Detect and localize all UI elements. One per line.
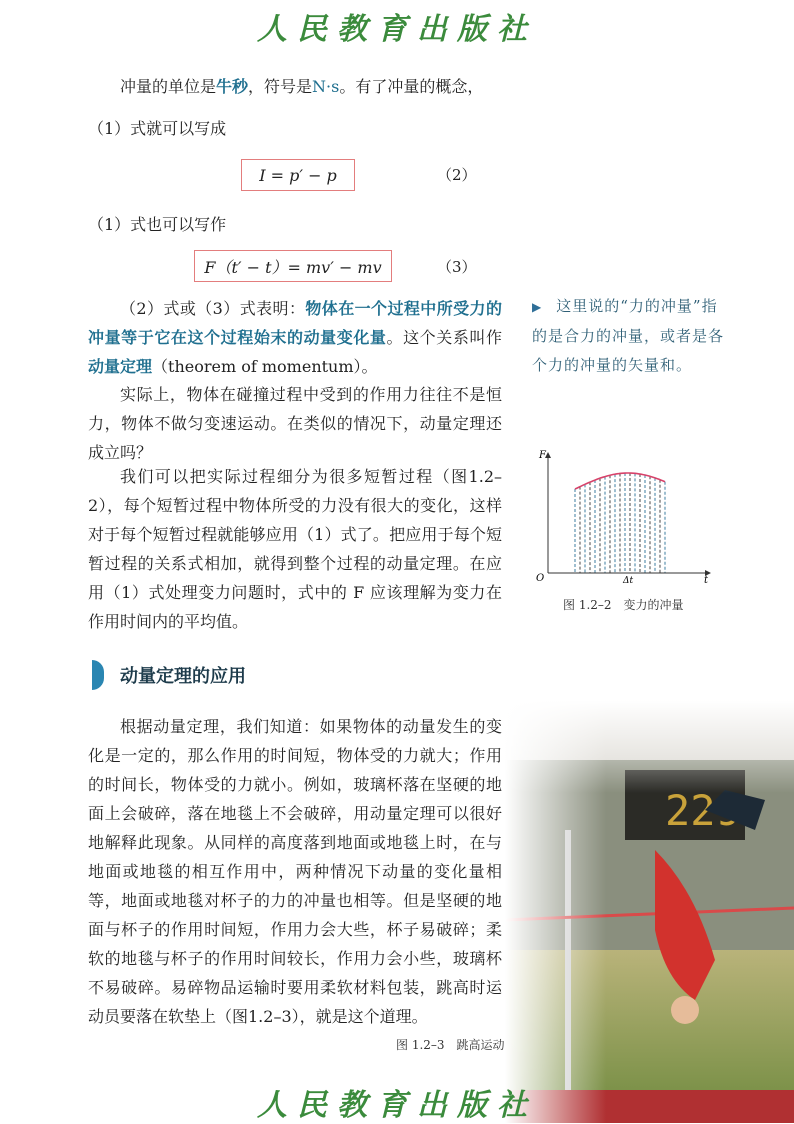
text-segment: 冲量的单位是 [120, 77, 217, 96]
unit-symbol: N·s [312, 77, 340, 96]
line-formula-intro-2: （1）式也可以写作 [88, 215, 227, 234]
section-title: 动量定理的应用 [120, 666, 246, 687]
publisher-logo-top: 人民教育出版社 [257, 12, 537, 47]
side-note [532, 292, 732, 380]
text-segment: 。有了冲量的概念， [339, 77, 484, 96]
axis-label-t: t [704, 575, 709, 586]
high-jump-photo [505, 700, 794, 1123]
line-formula-intro-1: （1）式就可以写成 [88, 119, 227, 138]
publisher-logo-bottom: 人民教育出版社 [257, 1088, 537, 1123]
equation-2: I = p′ − p [259, 165, 337, 185]
side-note-text: 这里说的“力的冲量”指的是合力的冲量，或者是各个力的冲量的矢量和。 [532, 297, 725, 374]
triangle-marker-icon: ▶ [532, 300, 543, 314]
equation-3: F（t′ − t）= mv′ − mv [204, 257, 382, 277]
axis-label-f: F [539, 450, 546, 461]
theorem-term: 动量定理 [88, 357, 153, 376]
text-segment: （theorem of momentum）。 [152, 357, 378, 376]
equation-3-box [194, 250, 392, 282]
figure-variable-force [530, 445, 720, 590]
heading-marker-icon [92, 660, 104, 690]
origin-label: O [536, 573, 545, 584]
paragraph-subdivision: 我们可以把实际过程细分为很多短暂过程（图1.2–2），每个短暂过程中物体所受的力没有很大的变化，这样对于每个短暂过程就能够应用（1）式了。把应用于每个短暂过程的关系式相加，就得到整个过程的动量定理。在应用（1）式处理变力问题时，式中的 F 应该理解为变力在作用时间内的平均值。 [88, 467, 502, 631]
equation-3-number: （3） [437, 258, 477, 276]
highlight-unit: 牛秒 [216, 77, 249, 96]
text-segment: （2）式或（3）式表明： [120, 299, 306, 318]
text-segment: ，符号是 [248, 77, 313, 96]
text-segment: 。这个关系叫作 [386, 328, 502, 347]
section-heading [92, 660, 246, 690]
figure-2-caption: 图 1.2–3 跳高运动 [396, 1038, 505, 1052]
paragraph-impulse-unit [88, 72, 502, 101]
theorem-statement: 物体在一个过程中所受力的冲量等于它在这个过程始末的动量变化量 [88, 299, 502, 347]
paragraph-variable-force: 实际上，物体在碰撞过程中受到的作用力往往不是恒力，物体不做匀变速运动。在类似的情况下，动量定理还成立吗？ [88, 385, 502, 462]
equation-2-box [241, 159, 355, 191]
delta-t-label: Δt [623, 576, 634, 586]
equation-2-number: （2） [437, 166, 477, 184]
impulse-strips [575, 473, 665, 573]
figure-1-caption: 图 1.2–2 变力的冲量 [563, 598, 684, 612]
paragraph-application: 根据动量定理，我们知道：如果物体的动量发生的变化是一定的，那么作用的时间短，物体受的力就大；作用的时间长，物体受的力就小。例如，玻璃杯落在坚硬的地面上会破碎，落在地毯上不会破碎，用动量定理可以很好地解释此现象。从同样的高度落到地面或地毯上时，在与地面或地毯的相互作用中，两种情况下动量的变化量相等，地面或地毯对杯子的力的冲量也相等。但是坚硬的地面与杯子的作用时间短，作用力会大些，杯子易破碎；柔软的地毯与杯子的作用时间较长，作用力会小些，玻璃杯不易破碎。易碎物品运输时要用柔软材料包装，跳高时运动员要落在软垫上（图1.2–3），就是这个道理。 [88, 717, 502, 1026]
paragraph-momentum-theorem [88, 294, 502, 381]
